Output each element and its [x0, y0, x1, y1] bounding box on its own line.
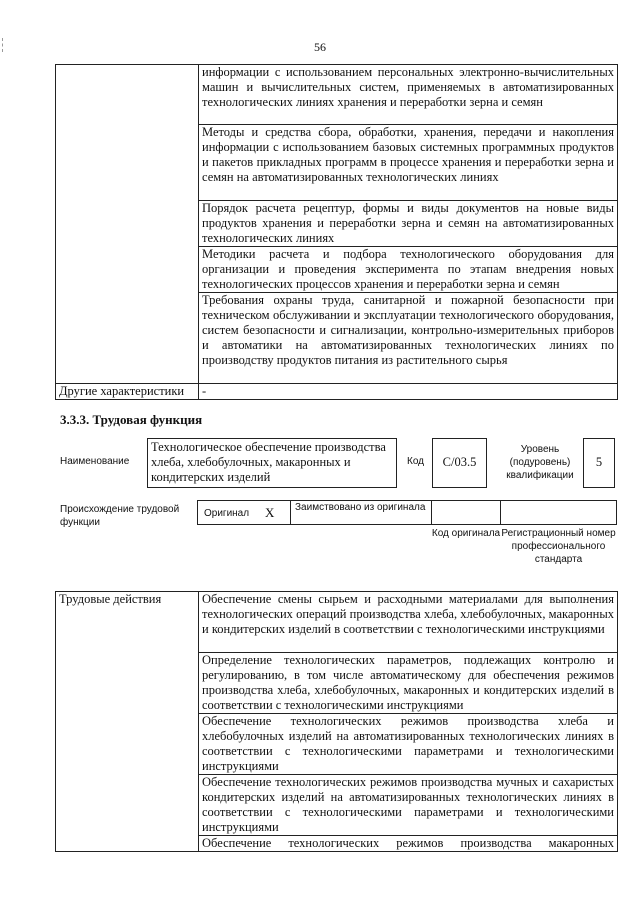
actions-table — [55, 591, 618, 852]
table-row — [56, 592, 618, 653]
level-value: 5 — [595, 455, 603, 469]
code-original-label: Код оригинала — [431, 528, 501, 539]
table-row — [56, 384, 618, 400]
table-row — [56, 65, 618, 125]
code-label: Код — [407, 456, 425, 467]
original-label: Оригинал — [204, 508, 250, 519]
function-name: Технологическое обеспечение производства хлеба, хлебобулочных, макаронных и кондитерских изделий — [151, 440, 386, 484]
level-box — [583, 438, 615, 488]
level-label: Уровень (подуровень) квалификации — [506, 444, 574, 481]
knowledge-table — [55, 64, 618, 400]
table-cell: Обеспечение смены сырьем и расходными материалами для выполнения технологических операций производства хлеба, хлебобулочных, макаронных и кондитерских изделий в соответствии с технологическими инструкциями — [199, 592, 618, 653]
reg-number-box — [500, 500, 617, 525]
code-box — [432, 438, 487, 488]
code-original-box — [431, 500, 501, 525]
table-cell: Обеспечение технологических режимов производства мучных и сахаристых кондитерских изделий на автоматизированных технологических линиях в соответствии с технологическими параметрами и технологическими инструкциями — [199, 775, 618, 836]
table-cell: Порядок расчета рецептур, формы и виды документов на новые виды продуктов хранения и переработки зерна и семян на автоматизированных технологических линиях — [199, 201, 618, 247]
table-cell: Обеспечение технологических режимов производства хлеба и хлебобулочных изделий на автоматизированных технологических линиях в соответствии с технологическими параметрами и технологическими инструкциями — [199, 714, 618, 775]
other-characteristics-value: - — [199, 384, 618, 400]
original-box — [197, 500, 291, 525]
borrowed-label: Заимствовано из оригинала — [295, 502, 426, 513]
section-title: 3.3.3. Трудовая функция — [60, 412, 203, 427]
name-label: Наименование — [60, 456, 130, 467]
other-characteristics-label: Другие характеристики — [56, 384, 199, 400]
origin-label: Происхождение трудовой функции — [60, 504, 180, 528]
page-number: 56 — [314, 40, 326, 54]
table-cell: Требования охраны труда, санитарной и пожарной безопасности при техническом обслуживании и эксплуатации технологического оборудования, систем безопасности и сигнализации, контрольно-измерительных приборов и автоматики на автоматизированных технологических линиях по производству продуктов питания из растительного сырья — [199, 293, 618, 384]
code-value: C/03.5 — [442, 455, 477, 469]
reg-number-label: Регистрационный номер профессионального стандарта — [501, 528, 616, 565]
table-cell: информации с использованием персональных электронно-вычислительных машин и вычислительных систем, применяемых в автоматизированных технологических линиях хранения и переработки зерна и семян — [199, 65, 618, 125]
actions-label: Трудовые действия — [56, 592, 199, 852]
original-mark: X — [265, 505, 275, 520]
table-cell: Определение технологических параметров, подлежащих контролю и регулированию, в том числе автоматическому для обеспечения режимов производства хлеба, хлебобулочных, макаронных и кондитерских изделий в соответствии с технологическими инструкциями — [199, 653, 618, 714]
borrowed-box — [290, 500, 432, 525]
table-cell: Обеспечение технологических режимов производства макаронных — [199, 836, 618, 852]
table-left-cell — [56, 65, 199, 384]
table-cell: Методы и средства сбора, обработки, хранения, передачи и накопления информации с использованием базовых системных программных продуктов и пакетов прикладных программ в процессе хранения и переработки зерна и семян на автоматизированных технологических линиях — [199, 125, 618, 201]
table-cell: Методики расчета и подбора технологического оборудования для организации и проведения эксперимента по этапам внедрения новых технологических процессов хранения и переработки зерна и семян — [199, 247, 618, 293]
name-box — [147, 438, 397, 488]
